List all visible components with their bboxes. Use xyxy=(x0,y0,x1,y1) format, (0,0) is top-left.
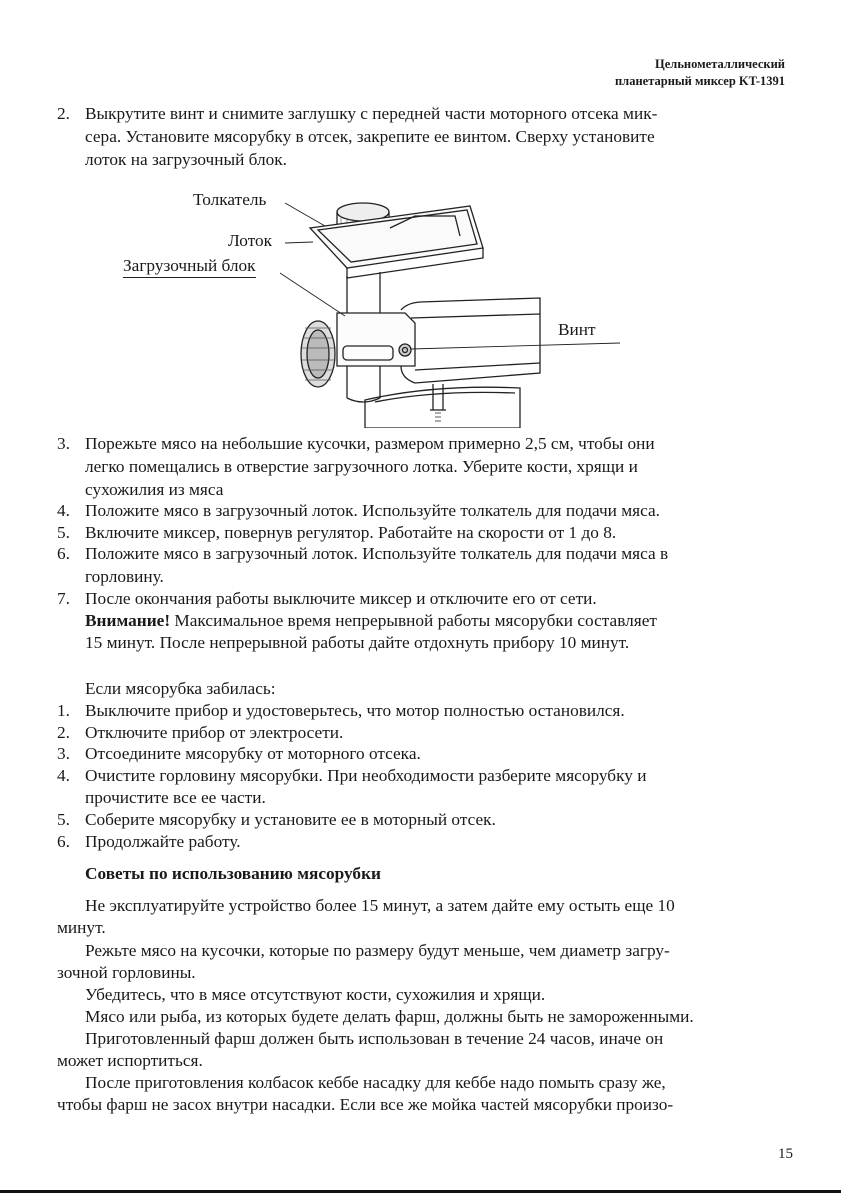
warning-line xyxy=(85,609,657,632)
step-number: 7. xyxy=(57,589,70,608)
step-number: 2. xyxy=(57,104,70,123)
step-number: 3. xyxy=(57,434,70,453)
tip-paragraph-line: может испортиться. xyxy=(57,1051,203,1070)
label-screw: Винт xyxy=(558,320,596,339)
label-pusher: Толкатель xyxy=(193,190,267,209)
page-number: 15 xyxy=(778,1146,793,1162)
label-tray: Лоток xyxy=(228,231,273,250)
tips-heading: Советы по использованию мясорубки xyxy=(85,864,381,883)
step-number: 4. xyxy=(57,501,70,520)
step-number: 6. xyxy=(57,544,70,563)
item-number: 2. xyxy=(57,723,70,742)
step-text-line: После окончания работы выключите миксер и отключите его от сети. xyxy=(85,589,597,608)
tip-paragraph-line: чтобы фарш не засох внутри насадки. Если все же мойка частей мясорубки произо- xyxy=(57,1095,674,1114)
item-number: 3. xyxy=(57,744,70,763)
item-number: 6. xyxy=(57,832,70,851)
item-text-line: Продолжайте работу. xyxy=(85,832,241,851)
tip-paragraph-line: зочной горловины. xyxy=(57,963,196,982)
meat-grinder-illustration xyxy=(115,188,625,428)
step-text-line: Положите мясо в загрузочный лоток. Используйте толкатель для подачи мяса. xyxy=(85,501,661,520)
tip-paragraph-line: минут. xyxy=(57,918,106,937)
step-text-line: лоток на загрузочный блок. xyxy=(85,150,287,169)
tip-paragraph-line: После приготовления колбасок кеббе насадку для кеббе надо помыть сразу же, xyxy=(85,1073,666,1092)
warning-text: Максимальное время непрерывной работы мясорубки составляет xyxy=(170,611,657,630)
warning-line-2: 15 минут. После непрерывной работы дайте отдохнуть прибору 10 минут. xyxy=(85,633,630,652)
step-text-line: Положите мясо в загрузочный лоток. Используйте толкатель для подачи мяса в xyxy=(85,544,669,563)
step-text-line: сухожилия из мяса xyxy=(85,480,224,499)
clog-intro: Если мясорубка забилась: xyxy=(85,679,276,698)
tip-paragraph-line: Мясо или рыба, из которых будете делать фарш, должны быть не замороженными. xyxy=(85,1007,694,1026)
document-header xyxy=(615,56,785,90)
step-number: 5. xyxy=(57,523,70,542)
header-line-2: планетарный миксер KT-1391 xyxy=(614,74,785,88)
step-text-line: горловину. xyxy=(85,567,164,586)
item-text-line: прочистите все ее части. xyxy=(85,788,266,807)
item-text-line: Отсоедините мясорубку от моторного отсека. xyxy=(85,744,421,763)
step-text-line: Порежьте мясо на небольшие кусочки, размером примерно 2,5 см, чтобы они xyxy=(85,434,655,453)
item-text-line: Очистите горловину мясорубки. При необходимости разберите мясорубку и xyxy=(85,766,647,785)
header-line-1: Цельнометаллический xyxy=(655,57,785,71)
item-text-line: Отключите прибор от электросети. xyxy=(85,723,344,742)
warning-label: Внимание! xyxy=(85,611,171,630)
step-text-line: Включите миксер, повернув регулятор. Работайте на скорости от 1 до 8. xyxy=(85,523,617,542)
item-number: 5. xyxy=(57,810,70,829)
step-text-line: легко помещались в отверстие загрузочного лотка. Уберите кости, хрящи и xyxy=(85,457,638,476)
tip-paragraph-line: Режьте мясо на кусочки, которые по размеру будут меньше, чем диаметр загру- xyxy=(85,941,670,960)
label-loading-block: Загрузочный блок xyxy=(123,256,256,278)
tip-paragraph-line: Не эксплуатируйте устройство более 15 минут, а затем дайте ему остыть еще 10 xyxy=(85,896,675,915)
item-number: 4. xyxy=(57,766,70,785)
item-number: 1. xyxy=(57,701,70,720)
tip-paragraph-line: Убедитесь, что в мясе отсутствуют кости, сухожилия и хрящи. xyxy=(85,985,546,1004)
tip-paragraph-line: Приготовленный фарш должен быть использован в течение 24 часов, иначе он xyxy=(85,1029,664,1048)
step-text-line: сера. Установите мясорубку в отсек, закрепите ее винтом. Сверху установите xyxy=(85,127,655,146)
item-text-line: Выключите прибор и удостоверьтесь, что мотор полностью остановился. xyxy=(85,701,625,720)
meat-grinder-drawing xyxy=(115,188,625,428)
step-text-line: Выкрутите винт и снимите заглушку с передней части моторного отсека мик- xyxy=(85,104,658,123)
item-text-line: Соберите мясорубку и установите ее в моторный отсек. xyxy=(85,810,496,829)
